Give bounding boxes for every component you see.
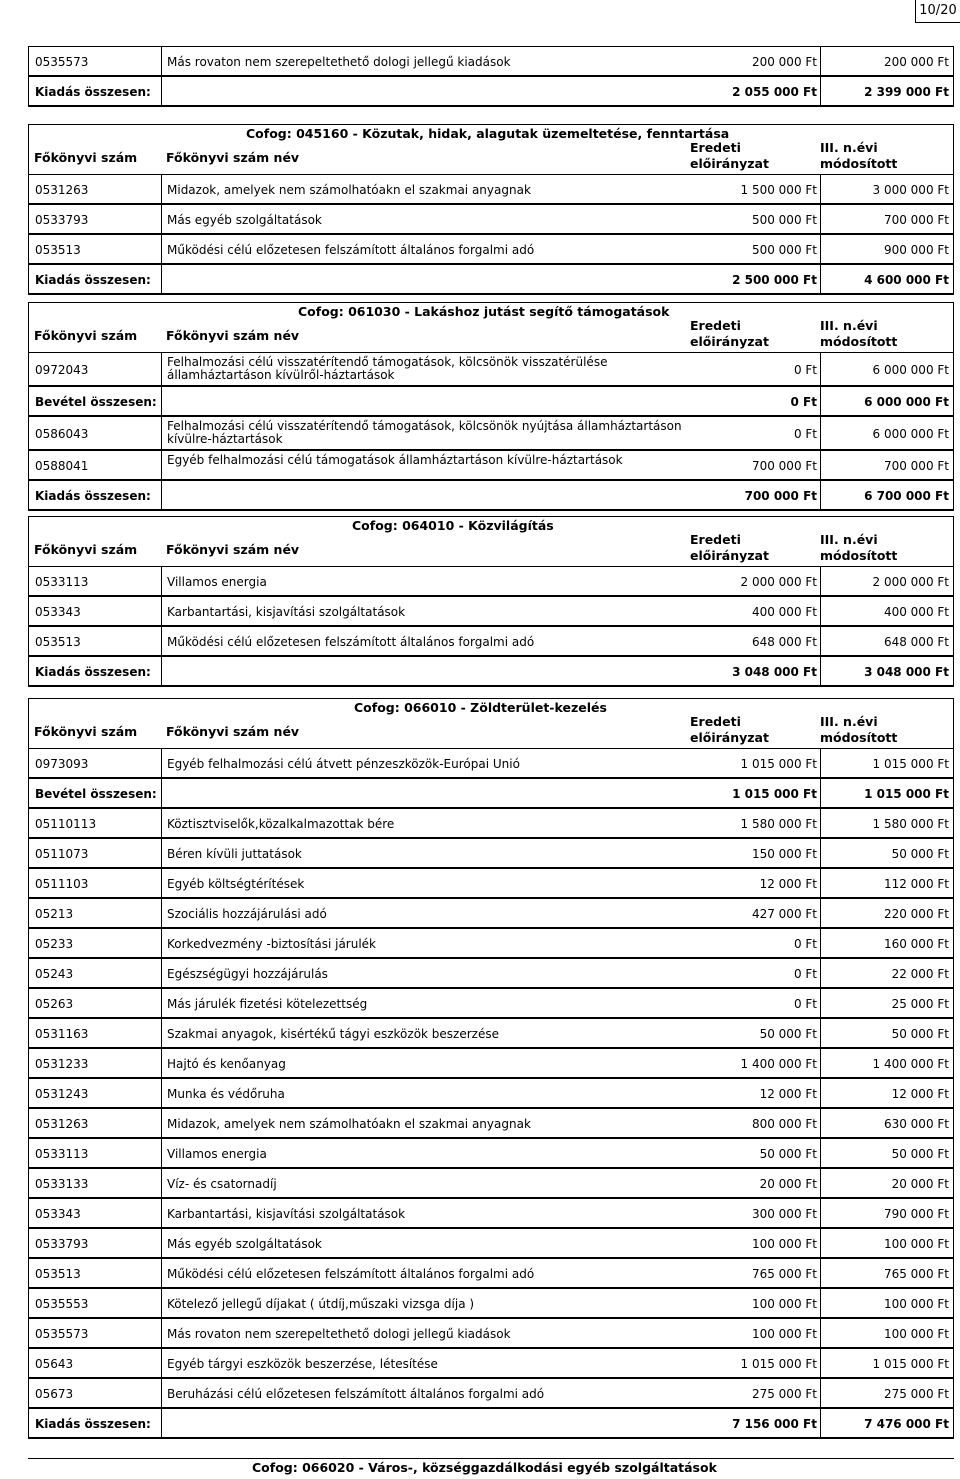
account-code: 0535573: [35, 55, 89, 69]
modified-amount: 50 000 Ft: [891, 1027, 949, 1041]
account-code: 05243: [35, 967, 74, 981]
modified-amount: 3 048 000 Ft: [864, 665, 949, 679]
modified-amount: 3 000 000 Ft: [872, 183, 949, 197]
total-label: Kiadás összesen:: [35, 85, 151, 99]
original-amount: 700 000 Ft: [744, 489, 817, 503]
section-bottom: [28, 686, 954, 687]
modified-amount: 160 000 Ft: [883, 937, 949, 951]
modified-amount: 4 600 000 Ft: [864, 273, 949, 287]
account-name: Egészségügyi hozzájárulás: [167, 967, 328, 981]
modified-amount: 2 399 000 Ft: [864, 85, 949, 99]
original-amount: 20 000 Ft: [759, 1177, 817, 1191]
original-amount: 800 000 Ft: [751, 1117, 817, 1131]
header-original: Eredeti előirányzat: [690, 318, 769, 349]
original-amount: 1 015 000 Ft: [740, 1357, 817, 1371]
page-number: 10/20: [915, 0, 960, 23]
modified-amount: 900 000 Ft: [883, 243, 949, 257]
account-code: 053513: [35, 1267, 81, 1281]
modified-amount: 6 700 000 Ft: [864, 489, 949, 503]
account-name: Karbantartási, kisjavítási szolgáltatások: [167, 1207, 406, 1221]
total-label: Bevétel összesen:: [35, 395, 157, 409]
account-name: Működési célú előzetesen felszámított általános forgalmi adó: [167, 243, 535, 257]
header-modified: III. n.évi módosított: [820, 532, 898, 563]
header-modified: III. n.évi módosított: [820, 318, 898, 349]
account-name: Villamos energia: [167, 575, 267, 589]
original-amount: 50 000 Ft: [759, 1027, 817, 1041]
account-code: 0533793: [35, 213, 89, 227]
account-code: 05233: [35, 937, 74, 951]
original-amount: 427 000 Ft: [751, 907, 817, 921]
total-label: Kiadás összesen:: [35, 273, 151, 287]
modified-amount: 790 000 Ft: [883, 1207, 949, 1221]
account-code: 05673: [35, 1387, 74, 1401]
original-amount: 100 000 Ft: [751, 1237, 817, 1251]
account-code: 0533793: [35, 1237, 89, 1251]
account-code: 0511103: [35, 877, 89, 891]
cofog-title: Cofog: 064010 - Közvilágítás: [352, 518, 554, 533]
original-amount: 765 000 Ft: [751, 1267, 817, 1281]
account-code: 0973093: [35, 757, 89, 771]
account-name: Más járulék fizetési kötelezettség: [167, 997, 368, 1011]
modified-amount: 1 400 000 Ft: [872, 1057, 949, 1071]
section-bottom: [28, 510, 954, 511]
section-frame: [28, 1458, 954, 1459]
original-amount: 0 Ft: [793, 937, 817, 951]
header-name: Főkönyvi szám név: [166, 328, 300, 343]
original-amount: 0 Ft: [793, 997, 817, 1011]
original-amount: 100 000 Ft: [751, 1327, 817, 1341]
section-frame: [28, 516, 954, 686]
modified-amount: 648 000 Ft: [883, 635, 949, 649]
account-name: Hajtó és kenőanyag: [167, 1057, 286, 1071]
account-name: Beruházási célú előzetesen felszámított általános forgalmi adó: [167, 1387, 545, 1401]
original-amount: 1 015 000 Ft: [740, 757, 817, 771]
account-code: 05643: [35, 1357, 74, 1371]
original-amount: 0 Ft: [793, 427, 817, 441]
account-code: 0531233: [35, 1057, 89, 1071]
original-amount: 1 500 000 Ft: [740, 183, 817, 197]
account-name: Felhalmozási célú visszatérítendő támogatások, kölcsönök visszatérülése államháztartáson kívülről-háztartások: [167, 355, 608, 382]
header-code: Főkönyvi szám: [34, 724, 138, 739]
total-label: Kiadás összesen:: [35, 489, 151, 503]
original-amount: 1 015 000 Ft: [732, 787, 817, 801]
account-name: Kötelező jellegű díjakat ( útdíj,műszaki vizsga díja ): [167, 1297, 475, 1311]
original-amount: 500 000 Ft: [751, 213, 817, 227]
account-code: 0531163: [35, 1027, 89, 1041]
modified-amount: 12 000 Ft: [891, 1087, 949, 1101]
header-original: Eredeti előirányzat: [690, 532, 769, 563]
modified-amount: 50 000 Ft: [891, 1147, 949, 1161]
total-label: Kiadás összesen:: [35, 1417, 151, 1431]
modified-amount: 1 015 000 Ft: [872, 1357, 949, 1371]
header-modified: III. n.évi módosított: [820, 714, 898, 745]
original-amount: 150 000 Ft: [751, 847, 817, 861]
account-name: Más rovaton nem szerepeltethető dologi jellegű kiadások: [167, 1327, 511, 1341]
account-code: 053343: [35, 605, 81, 619]
account-code: 0531263: [35, 1117, 89, 1131]
modified-amount: 1 015 000 Ft: [872, 757, 949, 771]
account-name: Működési célú előzetesen felszámított általános forgalmi adó: [167, 635, 535, 649]
account-code: 0511073: [35, 847, 89, 861]
original-amount: 7 156 000 Ft: [732, 1417, 817, 1431]
modified-amount: 1 580 000 Ft: [872, 817, 949, 831]
original-amount: 2 500 000 Ft: [732, 273, 817, 287]
modified-amount: 6 000 000 Ft: [872, 427, 949, 441]
account-name: Szociális hozzájárulási adó: [167, 907, 327, 921]
modified-amount: 700 000 Ft: [883, 213, 949, 227]
original-amount: 100 000 Ft: [751, 1297, 817, 1311]
modified-amount: 6 000 000 Ft: [864, 395, 949, 409]
account-code: 05213: [35, 907, 74, 921]
header-name: Főkönyvi szám név: [166, 724, 300, 739]
section-bottom: [28, 294, 954, 295]
original-amount: 275 000 Ft: [751, 1387, 817, 1401]
account-code: 053513: [35, 243, 81, 257]
modified-amount: 6 000 000 Ft: [872, 363, 949, 377]
original-amount: 200 000 Ft: [751, 55, 817, 69]
modified-amount: 100 000 Ft: [883, 1297, 949, 1311]
account-name: Más rovaton nem szerepeltethető dologi jellegű kiadások: [167, 55, 511, 69]
account-code: 0535573: [35, 1327, 89, 1341]
modified-amount: 1 015 000 Ft: [864, 787, 949, 801]
account-name: Egyéb felhalmozási célú átvett pénzeszközök-Európai Unió: [167, 757, 520, 771]
header-original: Eredeti előirányzat: [690, 140, 769, 171]
modified-amount: 630 000 Ft: [883, 1117, 949, 1131]
account-code: 05110113: [35, 817, 97, 831]
header-code: Főkönyvi szám: [34, 150, 138, 165]
section-frame: [28, 698, 954, 1438]
account-code: 0531243: [35, 1087, 89, 1101]
account-code: 0972043: [35, 363, 89, 377]
original-amount: 500 000 Ft: [751, 243, 817, 257]
account-code: 05263: [35, 997, 74, 1011]
original-amount: 648 000 Ft: [751, 635, 817, 649]
cofog-title: Cofog: 045160 - Közutak, hidak, alagutak üzemeltetése, fenntartása: [246, 126, 730, 141]
section-bottom: [28, 1438, 954, 1439]
modified-amount: 100 000 Ft: [883, 1327, 949, 1341]
header-name: Főkönyvi szám név: [166, 150, 300, 165]
account-name: Működési célú előzetesen felszámított általános forgalmi adó: [167, 1267, 535, 1281]
section-frame: [28, 46, 954, 106]
header-modified: III. n.évi módosított: [820, 140, 898, 171]
account-code: 0533133: [35, 1177, 89, 1191]
original-amount: 300 000 Ft: [751, 1207, 817, 1221]
section-frame: [28, 302, 954, 510]
account-code: 0586043: [35, 427, 89, 441]
account-name: Más egyéb szolgáltatások: [167, 213, 322, 227]
original-amount: 12 000 Ft: [759, 1087, 817, 1101]
total-label: Bevétel összesen:: [35, 787, 157, 801]
modified-amount: 7 476 000 Ft: [864, 1417, 949, 1431]
original-amount: 1 580 000 Ft: [740, 817, 817, 831]
modified-amount: 200 000 Ft: [883, 55, 949, 69]
cofog-title: Cofog: 066010 - Zöldterület-kezelés: [354, 700, 607, 715]
original-amount: 1 400 000 Ft: [740, 1057, 817, 1071]
account-name: Víz- és csatornadíj: [167, 1177, 277, 1191]
section-frame: [28, 124, 954, 294]
modified-amount: 400 000 Ft: [883, 605, 949, 619]
account-name: Korkedvezmény -biztosítási járulék: [167, 937, 377, 951]
original-amount: 2 055 000 Ft: [732, 85, 817, 99]
cofog-title: Cofog: 066020 - Város-, községgazdálkodási egyéb szolgáltatások: [252, 1460, 717, 1475]
modified-amount: 112 000 Ft: [883, 877, 949, 891]
modified-amount: 20 000 Ft: [891, 1177, 949, 1191]
original-amount: 0 Ft: [790, 395, 817, 409]
account-name: Szakmai anyagok, kisértékű tágyi eszközök beszerzése: [167, 1027, 499, 1041]
total-label: Kiadás összesen:: [35, 665, 151, 679]
section-bottom: [28, 106, 954, 107]
original-amount: 0 Ft: [793, 363, 817, 377]
modified-amount: 50 000 Ft: [891, 847, 949, 861]
modified-amount: 700 000 Ft: [883, 459, 949, 473]
header-name: Főkönyvi szám név: [166, 542, 300, 557]
account-code: 0535553: [35, 1297, 89, 1311]
modified-amount: 22 000 Ft: [891, 967, 949, 981]
original-amount: 0 Ft: [793, 967, 817, 981]
modified-amount: 2 000 000 Ft: [872, 575, 949, 589]
account-code: 0533113: [35, 1147, 89, 1161]
account-code: 053343: [35, 1207, 81, 1221]
account-name: Béren kívüli juttatások: [167, 847, 302, 861]
modified-amount: 25 000 Ft: [891, 997, 949, 1011]
account-code: 0588041: [35, 459, 89, 473]
account-code: 0531263: [35, 183, 89, 197]
modified-amount: 765 000 Ft: [883, 1267, 949, 1281]
header-code: Főkönyvi szám: [34, 328, 138, 343]
cofog-title: Cofog: 061030 - Lakáshoz jutást segítő támogatások: [298, 304, 670, 319]
account-name: Felhalmozási célú visszatérítendő támogatások, kölcsönök nyújtása államháztartáson kívülre-háztartások: [167, 419, 682, 446]
modified-amount: 275 000 Ft: [883, 1387, 949, 1401]
header-code: Főkönyvi szám: [34, 542, 138, 557]
original-amount: 3 048 000 Ft: [732, 665, 817, 679]
original-amount: 50 000 Ft: [759, 1147, 817, 1161]
account-name: Egyéb költségtérítések: [167, 877, 305, 891]
account-name: Midazok, amelyek nem számolhatóakn el szakmai anyagnak: [167, 183, 531, 197]
account-name: Villamos energia: [167, 1147, 267, 1161]
header-original: Eredeti előirányzat: [690, 714, 769, 745]
account-name: Köztisztviselők,közalkalmazottak bére: [167, 817, 395, 831]
account-name: Más egyéb szolgáltatások: [167, 1237, 322, 1251]
account-name: Egyéb felhalmozási célú támogatások államháztartáson kívülre-háztartások: [167, 453, 623, 467]
original-amount: 400 000 Ft: [751, 605, 817, 619]
account-name: Karbantartási, kisjavítási szolgáltatások: [167, 605, 406, 619]
account-name: Egyéb tárgyi eszközök beszerzése, létesítése: [167, 1357, 438, 1371]
original-amount: 700 000 Ft: [751, 459, 817, 473]
modified-amount: 100 000 Ft: [883, 1237, 949, 1251]
original-amount: 12 000 Ft: [759, 877, 817, 891]
modified-amount: 220 000 Ft: [883, 907, 949, 921]
original-amount: 2 000 000 Ft: [740, 575, 817, 589]
account-name: Munka és védőruha: [167, 1087, 285, 1101]
account-name: Midazok, amelyek nem számolhatóakn el szakmai anyagnak: [167, 1117, 531, 1131]
account-code: 053513: [35, 635, 81, 649]
account-code: 0533113: [35, 575, 89, 589]
